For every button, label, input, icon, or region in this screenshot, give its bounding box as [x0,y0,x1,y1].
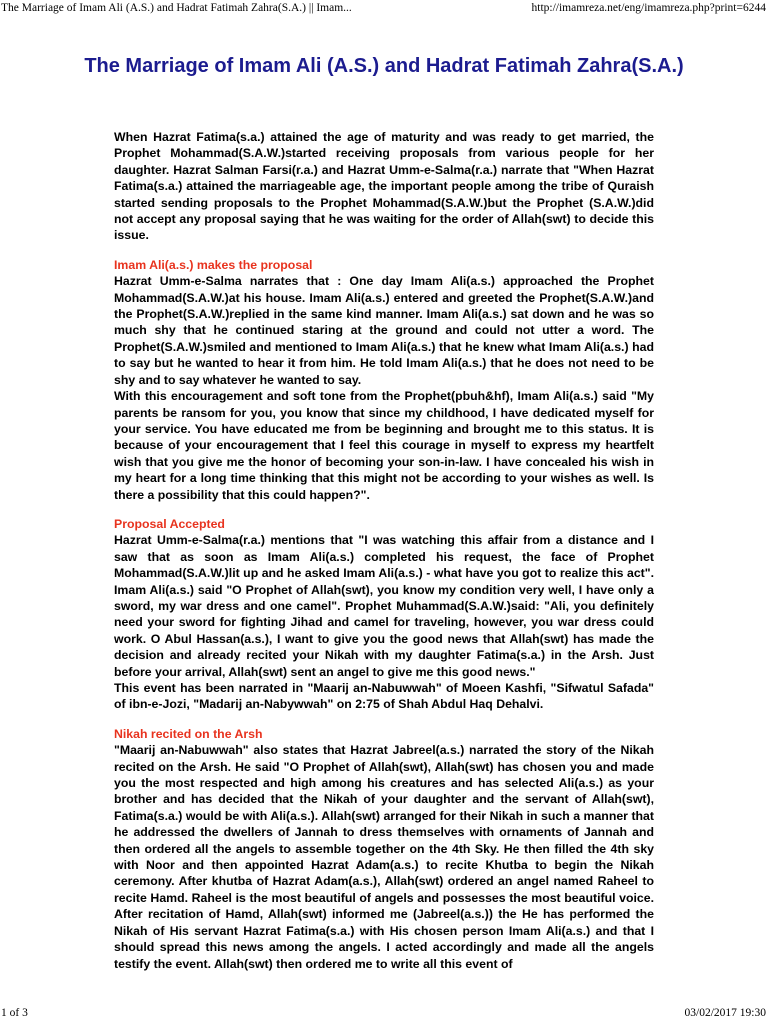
section-heading: Imam Ali(a.s.) makes the proposal [114,257,313,272]
section-paragraph: With this encouragement and soft tone from the Prophet(pbuh&hf), Imam Ali(a.s.) said "My parents be ransom for you, you know that since my childhood, I have dedicated myself for your service. You have educated me from be beginning and brought me to this status. It is because of your encouragement that I feel this courage in myself to express my heartfelt wish that you give me the honor of becoming your son-in-law. I have concealed his wish in my heart for a long time thinking that this might not be according to your wishes as well. Is there a possibility that this could happen?". [114,389,654,502]
article-body [114,129,654,972]
section-proposal [114,257,654,503]
section-heading: Nikah recited on the Arsh [114,726,263,741]
page-title: The Marriage of Imam Ali (A.S.) and Hadrat Fatimah Zahra(S.A.) [84,55,684,77]
section-paragraph: Hazrat Umm-e-Salma narrates that : One day Imam Ali(a.s.) approached the Prophet Mohammad(S.A.W.)at his house. Imam Ali(a.s.) entered and greeted the Prophet(S.A.W.)and the Prophet(S.A.W.)replied in the same kind manner. Imam Ali(a.s.) sat down and he was so much shy that he continued staring at the ground and could not utter a word. The Prophet(S.A.W.)smiled and mentioned to Imam Ali(a.s.) that he knew what Imam Ali(a.s.) had to say but he wanted to hear it from him. He told Imam Ali(a.s.) that he does not need to be shy and to say whatever he wanted to say. [114,274,654,387]
intro-paragraph: When Hazrat Fatima(s.a.) attained the age of maturity and was ready to get married, the Prophet Mohammad(S.A.W.)started receiving proposals from various people for her daughter. Hazrat Salman Farsi(r.a.) and Hazrat Umm-e-Salma(r.a.) narrate that "When Hazrat Fatima(s.a.) attained the marriageable age, the important people among the tribe of Quraish started sending proposals to the Prophet Mohammad(S.A.W.)but the Prophet (S.A.W.)did not accept any proposal saying that he was waiting for the order of Allah(swt) to decide this issue. [114,130,654,243]
section-paragraph: Hazrat Umm-e-Salma(r.a.) mentions that "I was watching this affair from a distance and I saw that as soon as Imam Ali(a.s.) completed his request, the face of Prophet Mohammad(S.A.W.)lit up and he asked Imam Ali(a.s.) - what have you got to realize this act". Imam Ali(a.s.) said "O Prophet of Allah(swt), you know my condition very well, I have only a sword, my war dress and one camel". Prophet Muhammad(S.A.W.)said: "Ali, you definitely need your sword for fighting Jihad and camel for traveling, however, you war dress could work. O Abul Hassan(a.s.), I want to give you the good news that Allah(swt) has made the decision and already recited your Nikah with my daughter Fatima(s.a.) in the Arsh. Just before your arrival, Allah(swt) sent an angel to give me this good news." [114,533,654,679]
section-heading: Proposal Accepted [114,516,225,531]
print-datetime: 03/02/2017 19:30 [684,1007,766,1019]
section-paragraph: This event has been narrated in "Maarij an-Nabuwwah" of Moeen Kashfi, "Sifwatul Safada" of ibn-e-Jozi, "Madarij an-Nabywwah" on 2:75 of Shah Abdul Haq Dehalvi. [114,681,654,712]
print-url: http://imamreza.net/eng/imamreza.php?print=6244 [531,2,766,14]
print-footer [0,1005,768,1021]
print-page-title: The Marriage of Imam Ali (A.S.) and Hadrat Fatimah Zahra(S.A.) || Imam... [1,2,352,14]
section-proposal-accepted [114,516,654,713]
section-nikah-arsh [114,726,654,972]
page-count: 1 of 3 [1,1007,28,1019]
print-header [0,0,768,16]
section-paragraph: "Maarij an-Nabuwwah" also states that Hazrat Jabreel(a.s.) narrated the story of the Nikah recited on the Arsh. He said "O Prophet of Allah(swt), Allah(swt) has chosen you and made you the most respected and high among his creatures and has selected Ali(a.s.) as your brother and has decided that the Nikah of your daughter and the servant of Allah(swt), Fatima(s.a.) would be with Ali(a.s.). Allah(swt) arranged for their Nikah in such a manner that he addressed the dwellers of Jannah to dress themselves with ornaments of Jannah and then ordered all the angels to assemble together on the 4th Sky. He then filled the 4th sky with Noor and then appointed Hazrat Adam(a.s.) to recite Khutba to begin the Nikah ceremony. After khutba of Hazrat Adam(a.s.), Allah(swt) ordered an angel named Raheel to recite Hamd. Raheel is the most beautiful of angels and possesses the most beautiful voice. After recitation of Hamd, Allah(swt) informed me (Jabreel(a.s.)) the He has performed the Nikah of His servant Hazrat Fatima(s.a.) with His chosen person Imam Ali(a.s.) and that I should spread this news among the angels. I acted accordingly and made all the angels testify the event. Allah(swt) then ordered me to write all this event of [114,743,654,971]
